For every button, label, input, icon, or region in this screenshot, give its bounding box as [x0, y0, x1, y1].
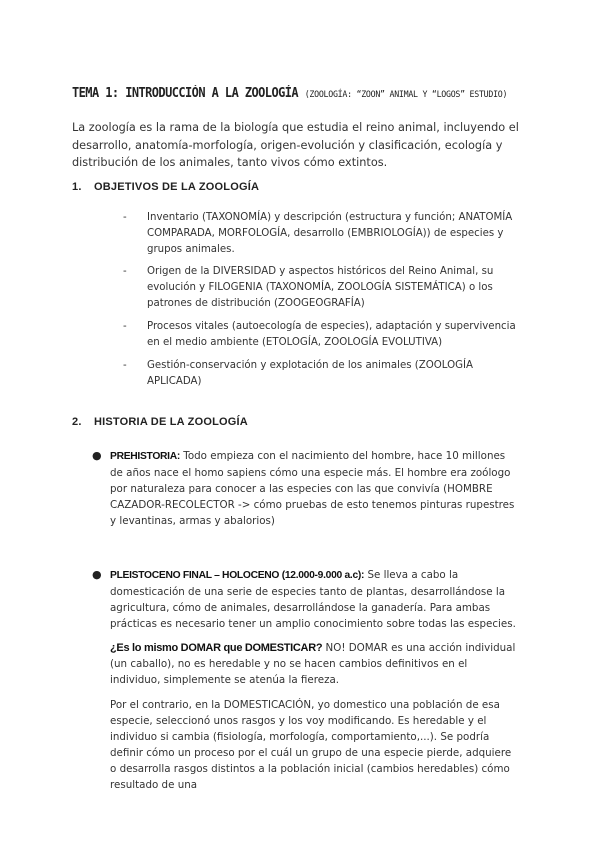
bullet-marker: ●	[92, 449, 102, 462]
list-item	[123, 358, 523, 390]
domar-text: NO! DOMAR es una acción individual (un caballo), no es heredable y no se hacen cambios definitivos en el individuo, simplemente se atenúa la fiereza.	[110, 642, 516, 686]
section-heading-historia	[72, 416, 248, 428]
pleistoceno-label: PLEISTOCENO FINAL – HOLOCENO (12.000-9.000 a.c):	[110, 570, 365, 581]
title-subtitle: (ZOOLOGÍA: “ZOON” ANIMAL Y “LOGOS” ESTUDIO)	[304, 90, 508, 100]
list-item-text: Origen de la DIVERSIDAD y aspectos históricos del Reino Animal, su evolución y FILOGENIA (TAXONOMÍA, ZOOLOGÍA SISTEMÁTICA) o los patrones de distribución (ZOOGEOGRAFÍA)	[147, 266, 494, 309]
section-title: HISTORIA DE LA ZOOLOGÍA	[94, 416, 248, 428]
list-item-text: Gestión-conservación y explotación de los animales (ZOOLOGÍA APLICADA)	[147, 360, 473, 387]
section-number: 2.	[72, 416, 82, 428]
dash-marker: -	[123, 212, 127, 223]
list-item-text: Inventario (TAXONOMÍA) y descripción (estructura y función; ANATOMÍA COMPARADA, MORFOLOGÍA, desarrollo (EMBRIOLOGÍA)) de especies y grupos animales.	[147, 212, 513, 255]
pleistoceno-paragraph	[110, 567, 518, 632]
document-title	[72, 86, 508, 101]
dash-marker: -	[123, 360, 127, 371]
dash-marker: -	[123, 321, 127, 332]
prehistoria-paragraph	[110, 448, 518, 529]
dash-marker: -	[123, 266, 127, 277]
title-main: TEMA 1: INTRODUCCIÓN A LA ZOOLOGÍA	[72, 86, 299, 101]
prehistoria-text: Todo empieza con el nacimiento del hombre, hace 10 millones de años nace el homo sapiens cómo una especie más. El hombre era zoólogo por naturaleza para conocer a las especies con las que convivía (HOMBRE CAZADOR-RECOLECTOR -> cómo pruebas de esto tenemos pinturas rupestres y levantinas, armas y abalorios)	[110, 450, 515, 527]
section-heading-objetivos	[72, 181, 259, 193]
list-item	[123, 210, 523, 258]
list-item-text: Procesos vitales (autoecología de especies), adaptación y supervivencia en el medio ambiente (ETOLOGÍA, ZOOLOGÍA EVOLUTIVA)	[147, 321, 516, 348]
domar-question: ¿Es lo mismo DOMAR que DOMESTICAR?	[110, 642, 323, 654]
list-item	[123, 319, 523, 351]
domesticacion-paragraph: Por el contrario, en la DOMESTICACIÓN, yo domestico una población de esa especie, seleccionó unos rasgos y los voy modificando. Es heredable y el individuo si cambia (fisiología, morfología, comportamiento,...). Se podría definir cómo un proceso por el cuál un grupo de una especie pierde, adquiere o desarrolla rasgos distintos a la población inicial (cambios heredables) cómo resultado de una	[110, 699, 512, 791]
list-item	[123, 264, 523, 312]
domar-paragraph	[110, 640, 518, 688]
intro-paragraph: La zoología es la rama de la biología que estudia el reino animal, incluyendo el desarrollo, anatomía-morfología, origen-evolución y clasificación, ecología y distribución de los animales, tanto vivos cómo extintos.	[72, 121, 519, 169]
prehistoria-label: PREHISTORIA:	[110, 451, 181, 462]
pleistoceno-text: Se lleva a cabo la domesticación de una serie de especies tanto de plantas, desarrollándose la agricultura, cómo de animales, desarrollándose la ganadería. Para ambas prácticas es necesario tener un amplio conocimiento sobre todas las especies.	[110, 569, 516, 630]
section-number: 1.	[72, 181, 82, 193]
section-title: OBJETIVOS DE LA ZOOLOGÍA	[94, 181, 260, 193]
bullet-marker: ●	[92, 568, 102, 581]
